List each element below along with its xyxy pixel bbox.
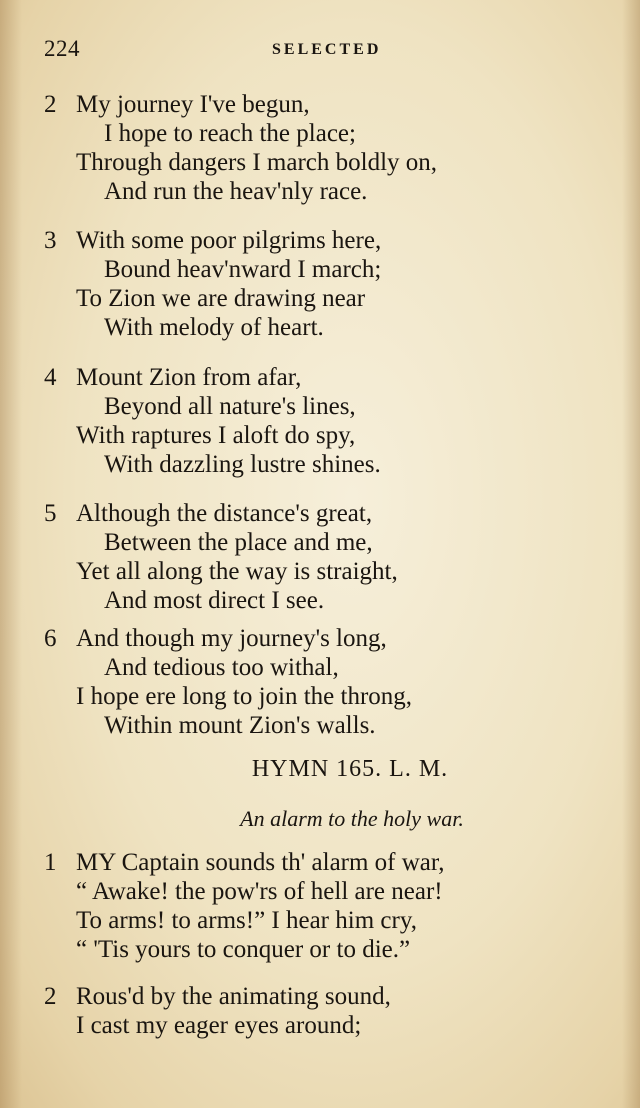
verse-text: To arms! to arms!” I hear him cry, [76, 907, 417, 934]
verse-line [44, 450, 624, 479]
verse-line [44, 255, 624, 284]
hymn-title: HYMN 165. L. M. [251, 756, 449, 782]
stanza [44, 624, 624, 740]
page-number: 224 [44, 36, 80, 61]
page-header [44, 36, 604, 66]
verse-line [44, 906, 624, 935]
verse-line [44, 682, 624, 711]
verse-text: And run the heav'nly race. [104, 178, 368, 205]
verse-line [44, 1011, 624, 1040]
page-edge-shadow-right [622, 0, 640, 1108]
verse-line [44, 653, 624, 682]
verse-line [44, 935, 624, 964]
verse-text: And most direct I see. [104, 587, 325, 614]
verse-text: Beyond all nature's lines, [104, 393, 356, 420]
verse-line [44, 148, 624, 177]
running-head: SELECTED [272, 41, 382, 58]
stanza-number: 4 [44, 364, 57, 391]
verse-text: And tedious too withal, [104, 654, 339, 681]
verse-text: I hope to reach the place; [104, 120, 356, 147]
stanza [44, 848, 624, 964]
verse-line [44, 499, 624, 528]
stanza-number: 5 [44, 500, 57, 527]
verse-text: MY Captain sounds th' alarm of war, [76, 849, 445, 876]
verse-text: Although the distance's great, [76, 500, 373, 527]
verse-line [44, 982, 624, 1011]
stanza [44, 226, 624, 342]
verse-text: Rous'd by the animating sound, [76, 983, 391, 1010]
verse-text: And though my journey's long, [76, 625, 387, 652]
verse-line [44, 624, 624, 653]
stanza-number: 2 [44, 983, 57, 1010]
verse-line [44, 848, 624, 877]
verse-line [44, 392, 624, 421]
verse-text: My journey I've begun, [76, 91, 310, 118]
page-edge-shadow-left [0, 0, 22, 1108]
verse-text: Through dangers I march boldly on, [76, 149, 438, 176]
verse-text: “ Awake! the pow'rs of hell are near! [76, 878, 443, 905]
verse-line [44, 557, 624, 586]
verse-text: With some poor pilgrims here, [76, 227, 382, 254]
verse-text: With melody of heart. [104, 314, 324, 341]
verse-text: To Zion we are drawing near [76, 285, 366, 312]
stanza-number: 1 [44, 849, 57, 876]
verse-line [44, 711, 624, 740]
stanza-number: 6 [44, 625, 57, 652]
stanza [44, 982, 624, 1040]
verse-line [44, 586, 624, 615]
verse-line [44, 119, 624, 148]
verse-line [44, 421, 624, 450]
verse-text: “ 'Tis yours to conquer or to die.” [76, 936, 411, 963]
verse-text: Yet all along the way is straight, [76, 558, 398, 585]
verse-line [44, 877, 624, 906]
verse-text: Bound heav'nward I march; [104, 256, 382, 283]
verse-text: Between the place and me, [104, 529, 373, 556]
verse-text: I cast my eager eyes around; [76, 1012, 362, 1039]
stanza [44, 363, 624, 479]
verse-line [44, 226, 624, 255]
verse-line [44, 313, 624, 342]
verse-line [44, 284, 624, 313]
verse-text: With raptures I aloft do spy, [76, 422, 356, 449]
stanza [44, 499, 624, 615]
verse-line [44, 90, 624, 119]
verse-line [44, 363, 624, 392]
stanza-number: 2 [44, 91, 57, 118]
verse-text: I hope ere long to join the throng, [76, 683, 413, 710]
verse-text: With dazzling lustre shines. [104, 451, 381, 478]
verse-text: Within mount Zion's walls. [104, 712, 376, 739]
verse-line [44, 528, 624, 557]
stanza-number: 3 [44, 227, 57, 254]
verse-line [44, 177, 624, 206]
stanza [44, 90, 624, 206]
hymn-subtitle: An alarm to the holy war. [240, 806, 464, 831]
verse-text: Mount Zion from afar, [76, 364, 302, 391]
